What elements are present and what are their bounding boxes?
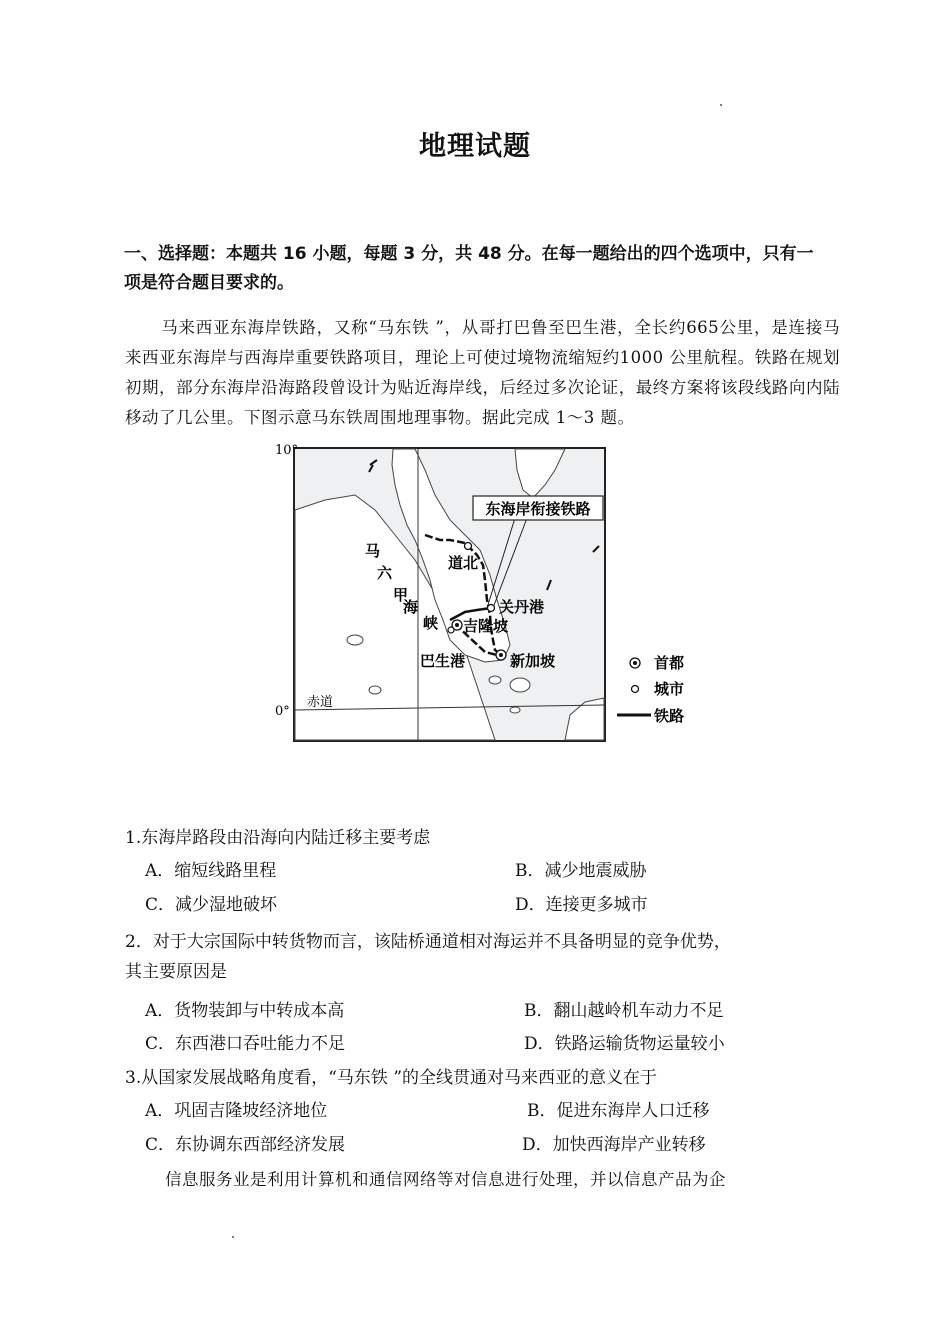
question-3-option-a: A．巩固吉隆坡经济地位 xyxy=(145,1101,328,1121)
question-2-option-a: A．货物装卸与中转成本高 xyxy=(145,1001,345,1021)
strait-char: 六 xyxy=(377,564,393,582)
city-marker-tumpat xyxy=(465,543,472,550)
question-1-option-a: A．缩短线路里程 xyxy=(145,861,277,881)
island xyxy=(369,686,381,694)
page-title: 地理试题 xyxy=(419,131,531,162)
legend-city-icon xyxy=(632,686,639,693)
capital-marker-singapore-dot xyxy=(499,653,503,657)
strait-char: 峡 xyxy=(423,614,439,632)
island xyxy=(510,678,530,692)
scan-dot xyxy=(720,104,722,106)
question-2-option-d: D．铁路运输货物运量较小 xyxy=(524,1034,725,1054)
question-3-option-d: D．加快西海岸产业转移 xyxy=(522,1135,706,1155)
intro-paragraph xyxy=(125,313,840,433)
strait-char: 海 xyxy=(403,598,419,616)
section-heading: 一、选择题：本题共 16 小题，每题 3 分，共 48 分。在每一题给出的四个选项中，只有一项是符合题目要求的。 xyxy=(124,244,814,293)
lat-label-top: 10° xyxy=(275,443,299,458)
strait-char: 马 xyxy=(365,542,381,560)
legend-railway-label: 铁路 xyxy=(654,707,685,725)
intro-text: 马来西亚东海岸铁路，又称“马东铁 ”，从哥打巴鲁至巴生港，全长约665公里，是连接马来西亚东海岸与西海岸重要铁路项目，理论上可使过境物流缩短约1000 公里航程。铁路在规划初期，部分东海岸沿海路段曾设计为贴近海岸线，后经过多次论证，最终方案将该段线路向内陆移动了几公里。下图示意马东铁周围地理事物。据此完成 1～3 题。 xyxy=(125,318,840,427)
question-1-option-c: C．减少湿地破坏 xyxy=(145,895,278,915)
next-passage-text: 信息服务业是利用计算机和通信网络等对信息进行处理，并以信息产品为企 xyxy=(165,1170,726,1189)
city-label-tumpat: 道北 xyxy=(448,554,479,572)
equator-label: 赤道 xyxy=(307,695,334,710)
legend-city-label: 城市 xyxy=(654,680,685,698)
map-figure xyxy=(265,440,705,750)
city-label-kl: 吉隆坡 xyxy=(463,617,509,635)
legend-capital-label: 首都 xyxy=(654,654,685,672)
island xyxy=(489,676,501,684)
question-3-option-b: B．促进东海岸人口迁移 xyxy=(527,1101,710,1121)
city-marker-klang xyxy=(448,627,454,633)
question-2-option-c: C．东西港口吞吐能力不足 xyxy=(145,1034,346,1054)
question-2-stem-line1: 2．对于大宗国际中转货物而言，该陆桥通道相对海运并不具备明显的竞争优势， xyxy=(125,932,731,952)
strait-char: 甲 xyxy=(393,586,409,604)
city-label-singapore: 新加坡 xyxy=(510,652,556,670)
island xyxy=(347,635,363,645)
question-1-stem: 1.东海岸路段由沿海向内陆迁移主要考虑 xyxy=(125,828,431,848)
city-marker-kuantan xyxy=(488,605,495,612)
legend-capital-icon-dot xyxy=(633,661,637,665)
island xyxy=(510,707,520,713)
question-3-option-c: C．东协调东西部经济发展 xyxy=(145,1135,346,1155)
city-label-klang: 巴生港 xyxy=(420,652,466,670)
question-2-stem-line2: 其主要原因是 xyxy=(125,962,227,982)
question-1-option-d: D．连接更多城市 xyxy=(515,895,648,915)
city-label-kuantan: 关丹港 xyxy=(499,598,545,616)
capital-marker-kl-dot xyxy=(455,623,459,627)
question-1-option-b: B．减少地震威胁 xyxy=(515,861,647,881)
question-2-option-b: B．翻山越岭机车动力不足 xyxy=(524,1001,724,1021)
lat-label-zero: 0° xyxy=(275,704,290,719)
callout-label: 东海岸衔接铁路 xyxy=(485,500,591,518)
question-3-stem: 3.从国家发展战略角度看，“马东铁 ”的全线贯通对马来西亚的意义在于 xyxy=(125,1068,658,1088)
scan-dot xyxy=(232,1236,234,1238)
